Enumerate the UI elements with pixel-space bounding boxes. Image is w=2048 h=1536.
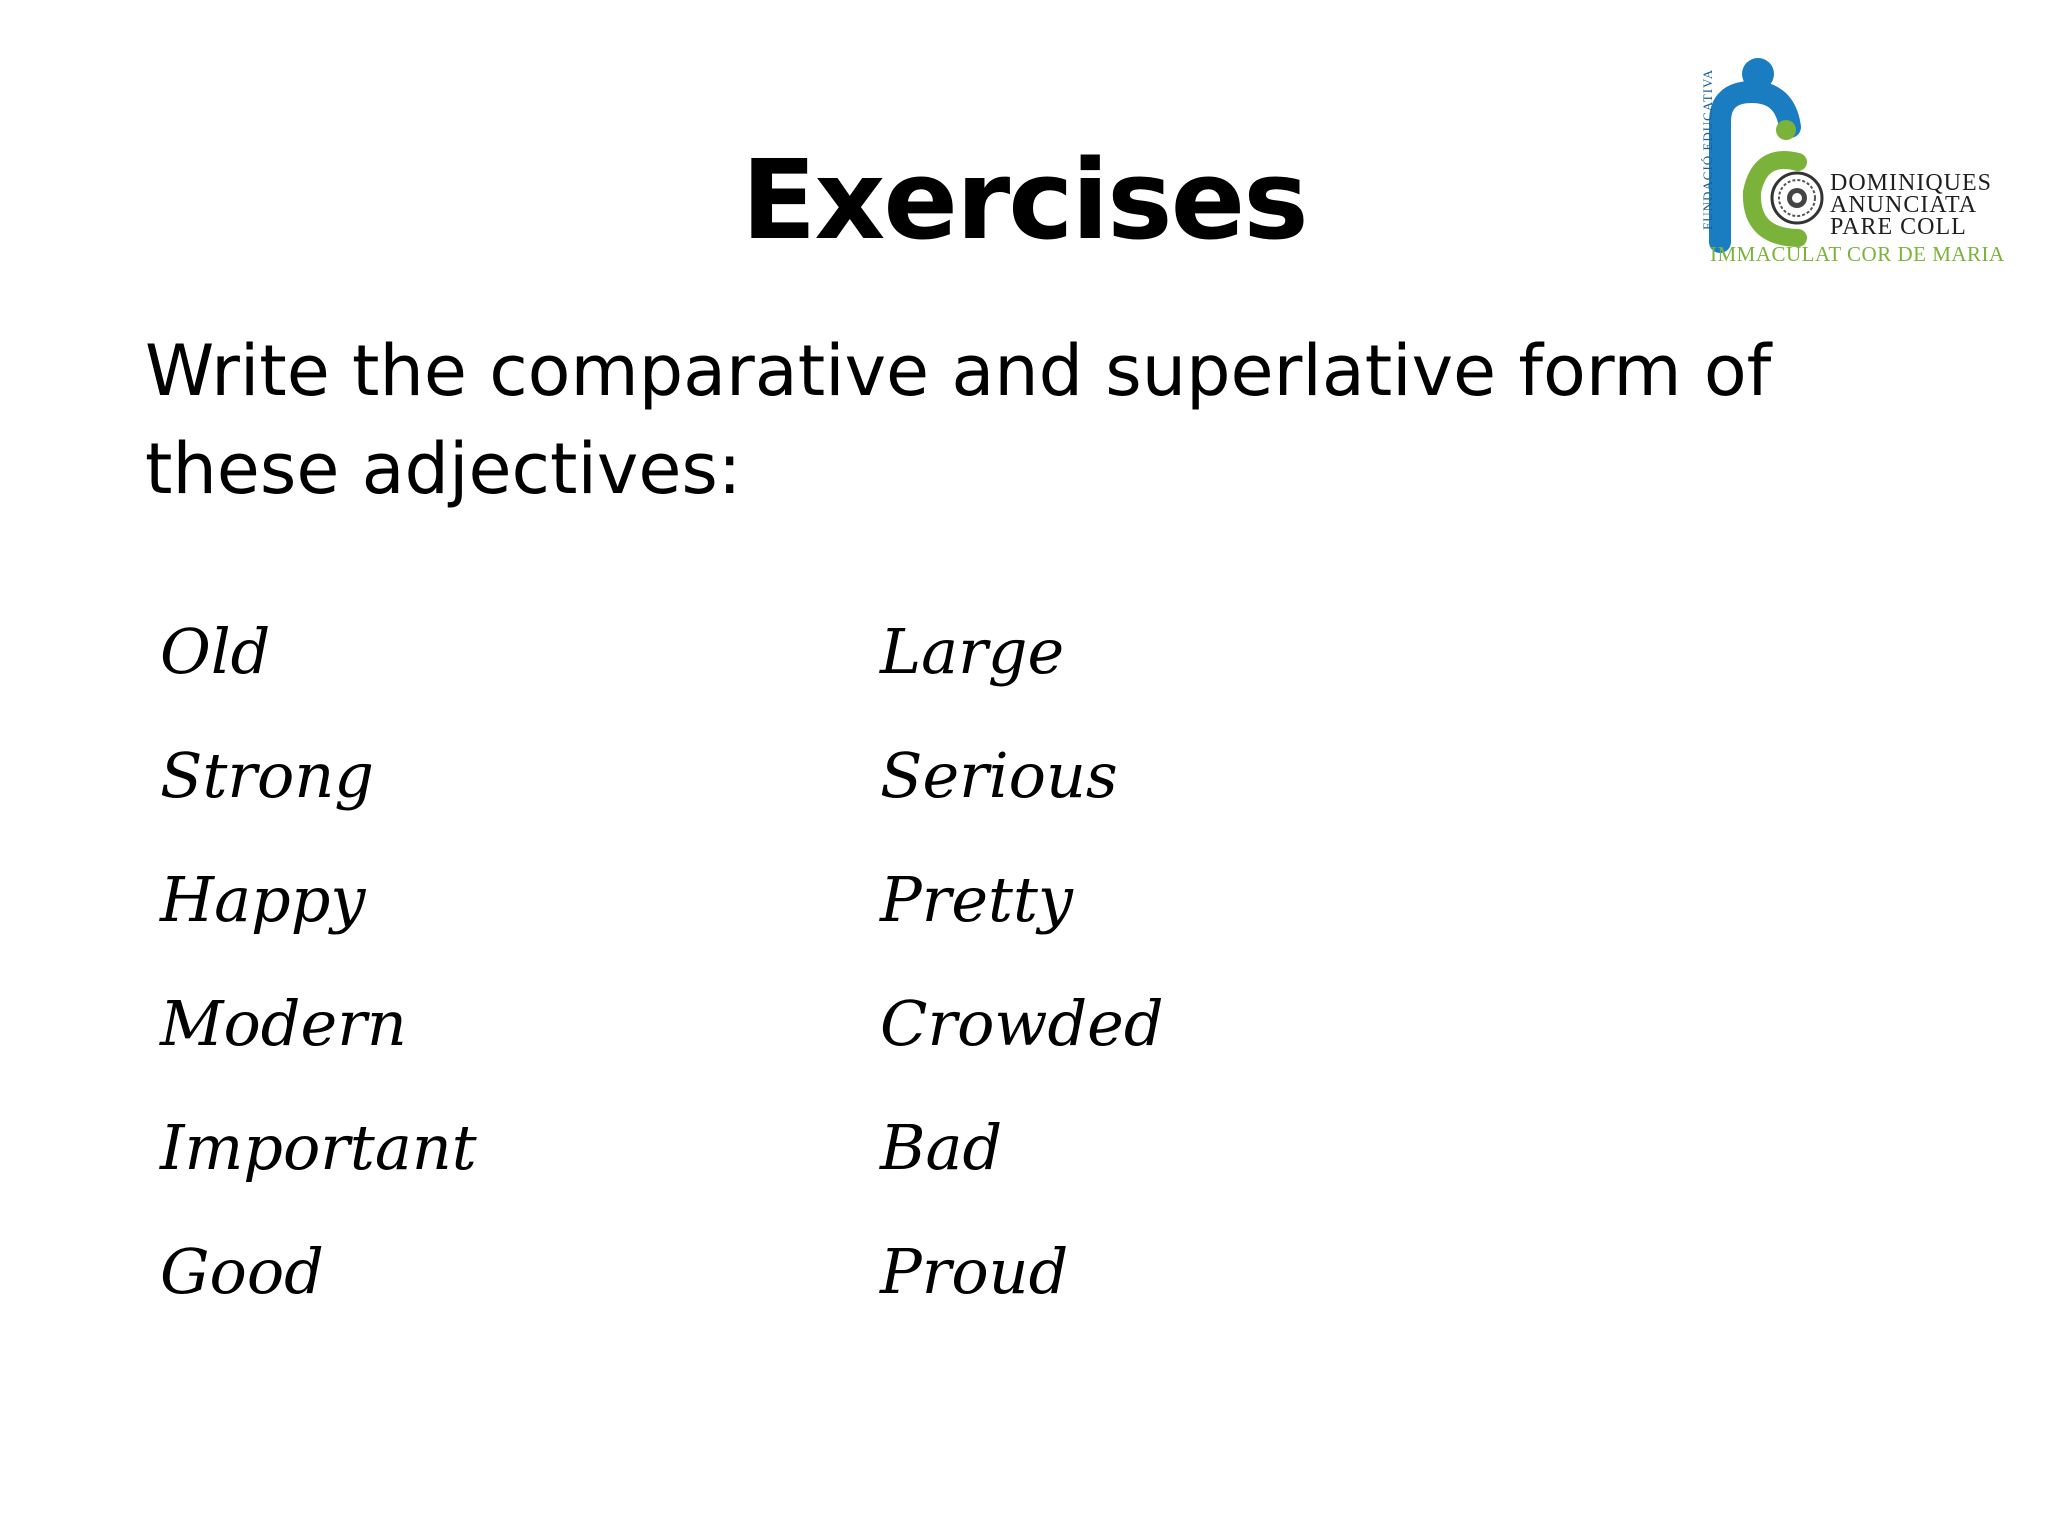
instruction-text: Write the comparative and superlative form of these adjectives:: [145, 330, 1772, 510]
logo-line-4: IMMACULAT COR DE MARIA: [1710, 242, 2005, 266]
adjective-item: Large: [880, 615, 1065, 688]
adjective-item: Important: [160, 1111, 477, 1184]
adjective-item: Strong: [160, 739, 374, 812]
adjective-list-left: [160, 612, 477, 1356]
slide-title: Exercises: [741, 136, 1307, 264]
adjective-item: Old: [160, 615, 271, 688]
adjective-item: Modern: [160, 987, 407, 1060]
adjective-item: Good: [160, 1235, 324, 1308]
adjective-item: Pretty: [880, 863, 1073, 936]
adjective-item: Serious: [880, 739, 1118, 812]
adjective-item: Bad: [880, 1111, 1003, 1184]
adjective-item: Happy: [160, 863, 366, 936]
adjective-list-right: [880, 612, 1164, 1356]
logo-line-2: ANUNCIATA: [1830, 192, 1978, 218]
adjective-item: Proud: [880, 1235, 1069, 1308]
logo-line-1: DOMINIQUES: [1830, 170, 1992, 196]
logo-line-3: PARE COLL: [1830, 214, 1967, 240]
adjective-item: Crowded: [880, 987, 1164, 1060]
logo-vertical-text: FUNDACIÓ EDUCATIVA: [1700, 68, 1715, 230]
